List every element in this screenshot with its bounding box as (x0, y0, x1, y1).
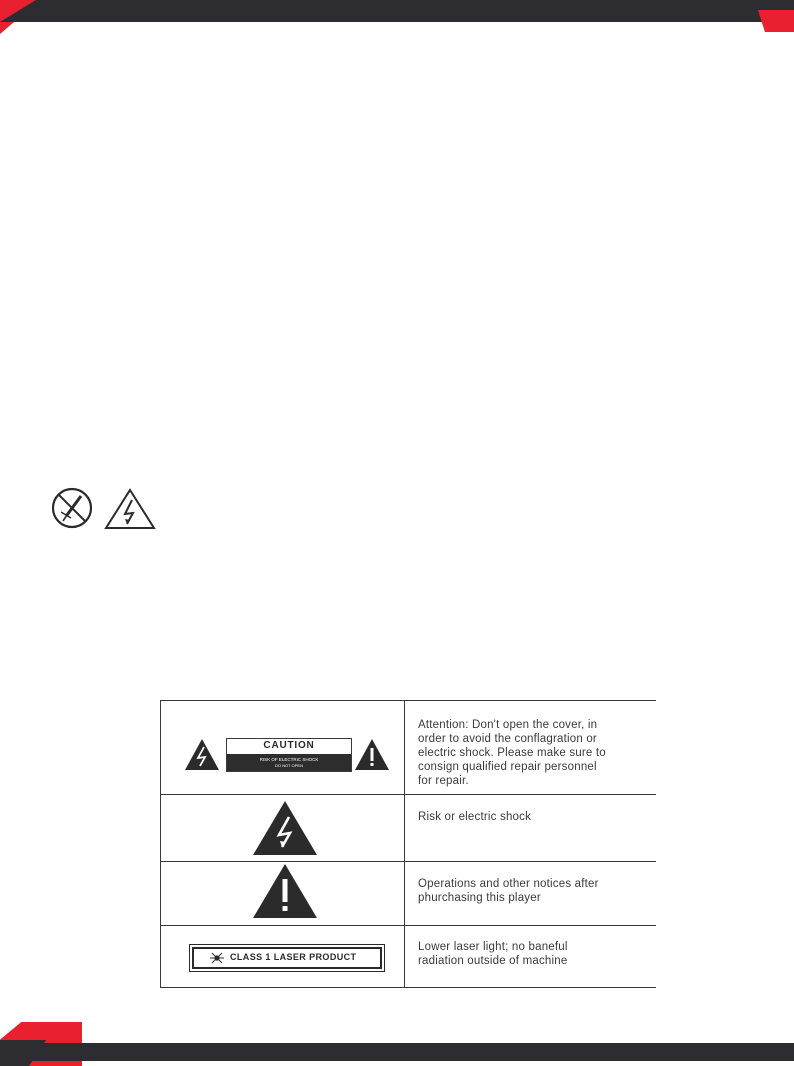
table-column-divider (404, 700, 405, 988)
row-description (418, 810, 648, 824)
footer-bar (0, 1043, 794, 1061)
electric-shock-warning-icon (104, 488, 156, 530)
table-rule (160, 925, 656, 926)
description-line: electric shock. Please make sure to (418, 747, 606, 759)
header-bar (0, 0, 794, 22)
laser-label-text: CLASS 1 LASER PRODUCT (230, 952, 357, 962)
description-line: Operations and other notices after (418, 878, 599, 890)
caution-strip (227, 754, 351, 771)
laser-product-label (189, 944, 385, 972)
exclamation-triangle-icon (252, 863, 318, 919)
table-rule-bottom (160, 987, 656, 988)
table-row (160, 861, 404, 925)
description-line: order to avoid the conflagration or (418, 733, 597, 745)
laser-label-inner (192, 947, 382, 969)
description-line: Lower laser light; no baneful (418, 941, 568, 953)
description-line: consign qualified repair personnel (418, 761, 597, 773)
header-accent-left (0, 0, 36, 22)
caution-subtitle: RISK OF ELECTRIC SHOCK (259, 757, 319, 762)
table-row (160, 700, 404, 794)
caution-label (226, 738, 352, 772)
header-accent-left-tip (0, 22, 14, 34)
caution-subtitle-2: DO NOT OPEN (275, 763, 303, 768)
caution-title: CAUTION (263, 740, 315, 751)
description-line: Attention: Don't open the cover, in (418, 719, 598, 731)
exclamation-triangle-icon (354, 738, 390, 772)
electric-shock-triangle-icon (184, 738, 220, 772)
row-description (418, 718, 648, 788)
table-row (160, 794, 404, 861)
row-description (418, 940, 648, 968)
warning-symbols-table (160, 700, 656, 988)
description-line: for repair. (418, 775, 469, 787)
laser-sunburst-icon (210, 952, 224, 964)
description-line: phurchasing this player (418, 892, 541, 904)
safety-icons (50, 485, 160, 531)
row-description (418, 877, 648, 905)
no-disassembly-icon (50, 485, 94, 531)
description-line: radiation outside of machine (418, 955, 568, 967)
electric-shock-triangle-icon (252, 800, 318, 856)
description-line: Risk or electric shock (418, 811, 532, 823)
